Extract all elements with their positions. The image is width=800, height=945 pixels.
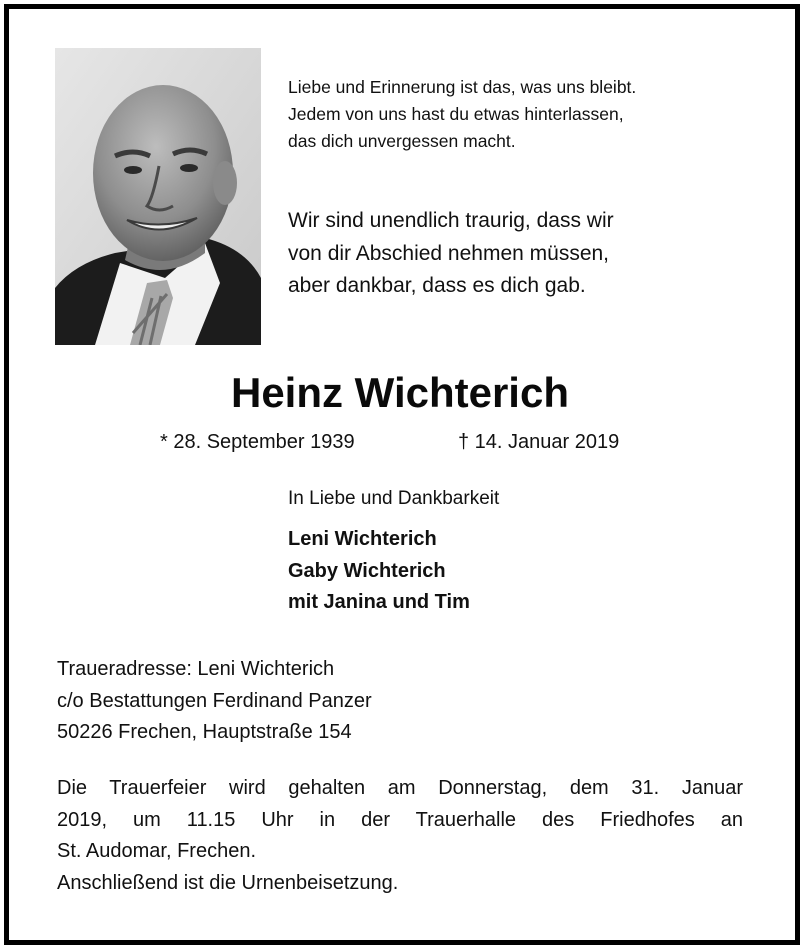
ceremony-line: St. Audomar, Frechen. — [57, 840, 256, 862]
portrait-illustration — [55, 48, 261, 345]
ceremony-line: 2019, um 11.15 Uhr in der Trauerhalle des Friedhofes an — [57, 808, 743, 831]
verse-line: Liebe und Erinnerung ist das, was uns bleibt. — [288, 77, 637, 97]
mourner-name: Leni Wichterich — [288, 528, 437, 550]
ceremony-notice — [57, 773, 743, 899]
deceased-name: Heinz Wichterich — [230, 369, 569, 416]
verse-quote-1 — [288, 74, 636, 155]
mourner-name: Gaby Wichterich — [288, 559, 446, 582]
address-line: 50226 Frechen, Hauptstraße 154 — [57, 721, 352, 743]
mourning-address — [57, 654, 372, 749]
address-line: Traueradresse: Leni Wichterich — [57, 658, 335, 680]
ceremony-line: Die Trauerfeier wird gehalten am Donnerstag, dem 31. Januar — [57, 777, 743, 799]
ceremony-line: Anschließend ist die Urnenbeisetzung. — [57, 871, 399, 894]
verse-quote-2 — [288, 205, 614, 303]
address-line: c/o Bestattungen Ferdinand Panzer — [57, 689, 372, 712]
death-date: † 14. Januar 2019 — [458, 431, 620, 453]
mourners-list — [288, 524, 470, 619]
dedication-line: In Liebe und Dankbarkeit — [288, 488, 500, 509]
verse-line: Wir sind unendlich traurig, dass wir — [288, 209, 614, 232]
verse-line: Jedem von uns hast du etwas hinterlassen, — [288, 104, 624, 124]
verse-line: von dir Abschied nehmen müssen, — [288, 241, 610, 265]
verse-line: das dich unvergessen macht. — [288, 131, 516, 151]
verse-line: aber dankbar, dass es dich gab. — [288, 274, 586, 297]
mourner-name: mit Janina und Tim — [288, 591, 470, 613]
portrait-photo — [55, 48, 261, 345]
birth-date: * 28. September 1939 — [160, 431, 355, 453]
